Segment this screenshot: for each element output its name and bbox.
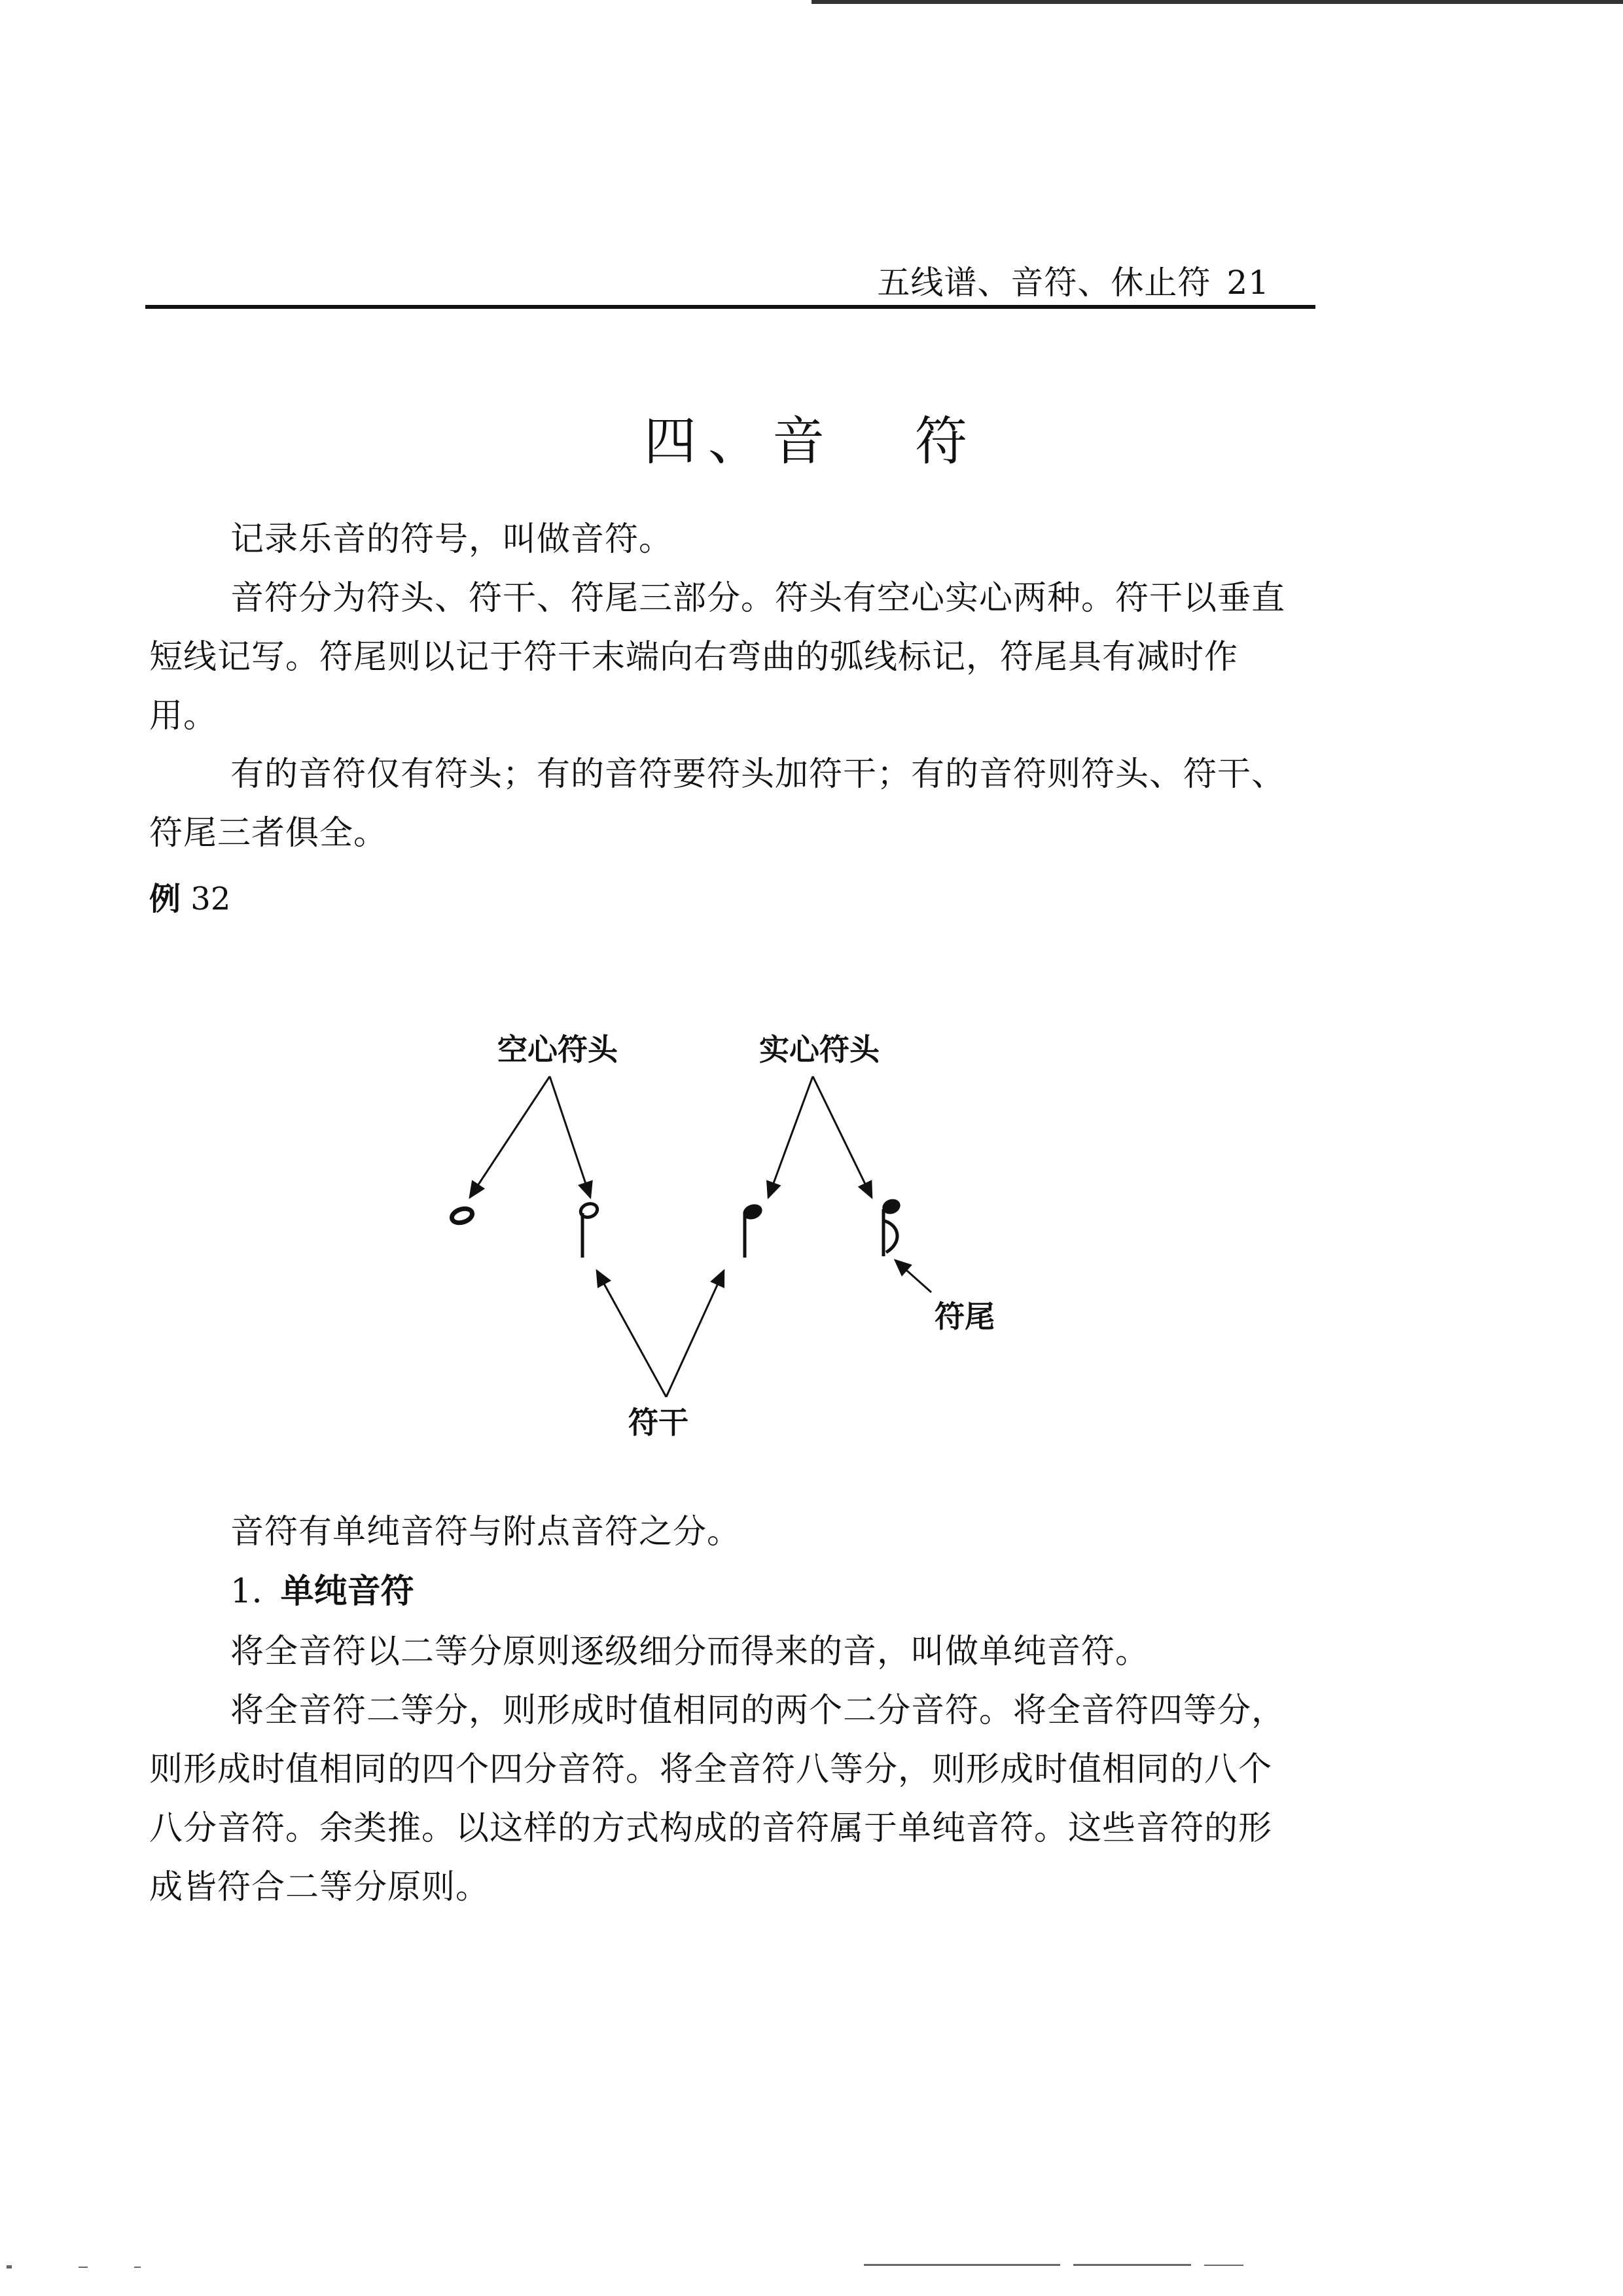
paragraph-definition: 记录乐音的符号，叫做音符。 bbox=[230, 520, 673, 559]
label-stem: 符干 bbox=[628, 1405, 688, 1440]
running-title: 五线谱、音符、休止符 bbox=[877, 264, 1211, 302]
subsection-title: 单纯音符 bbox=[280, 1572, 414, 1611]
note-parts-diagram bbox=[406, 1008, 1060, 1466]
paragraph-parts: 音符分为符头、符干、符尾三部分。符头有空心实心两种。符干以垂直短线记写。符尾则以记于符干末端向右弯曲的弧线标记，符尾具有减时作用。 bbox=[149, 579, 1286, 735]
scan-noise bbox=[0, 2251, 1623, 2277]
paragraph-simple-explanation: 将全音符二等分，则形成时值相同的两个二分音符。将全音符四等分，则形成时值相同的四个四分音符。将全音符八等分，则形成时值相同的八个八分音符。余类推。以这样的方式构成的音符属于单纯音符。这些音符的形成皆符合二等分原则。 bbox=[149, 1691, 1286, 1907]
top-edge-rule bbox=[812, 0, 1623, 4]
quarter-note bbox=[741, 1202, 764, 1258]
whole-note bbox=[450, 1207, 474, 1226]
example-word: 例 bbox=[149, 881, 181, 917]
hollow-head-arrows bbox=[470, 1076, 590, 1197]
example-label bbox=[149, 874, 230, 919]
section-title bbox=[0, 399, 1623, 474]
flag-arrow bbox=[895, 1260, 931, 1292]
page-number: 21 bbox=[1226, 264, 1270, 302]
example-number: 32 bbox=[190, 881, 231, 917]
label-hollow-head: 空心符头 bbox=[497, 1032, 618, 1067]
paragraph-combinations: 有的音符仅有符头；有的音符要符头加符干；有的音符则符头、符干、符尾三者俱全。 bbox=[149, 755, 1286, 853]
header-rule bbox=[145, 305, 1315, 309]
paragraph-simple-definition: 将全音符以二等分原则逐级细分而得来的音，叫做单纯音符。 bbox=[230, 1633, 1150, 1671]
label-flag: 符尾 bbox=[935, 1299, 995, 1334]
subsection-number: 1. bbox=[230, 1572, 262, 1611]
paragraph-types: 音符有单纯音符与附点音符之分。 bbox=[230, 1513, 741, 1551]
section-title-part1: 四、音 bbox=[644, 411, 836, 472]
stem-arrows bbox=[597, 1271, 724, 1397]
subsection-heading bbox=[230, 1564, 414, 1612]
running-header bbox=[877, 256, 1270, 304]
eighth-note bbox=[880, 1197, 902, 1256]
solid-head-arrows bbox=[768, 1076, 872, 1197]
half-note-stem-up bbox=[579, 1201, 599, 1258]
section-title-part2: 符 bbox=[915, 411, 979, 472]
label-solid-head: 实心符头 bbox=[759, 1032, 880, 1067]
